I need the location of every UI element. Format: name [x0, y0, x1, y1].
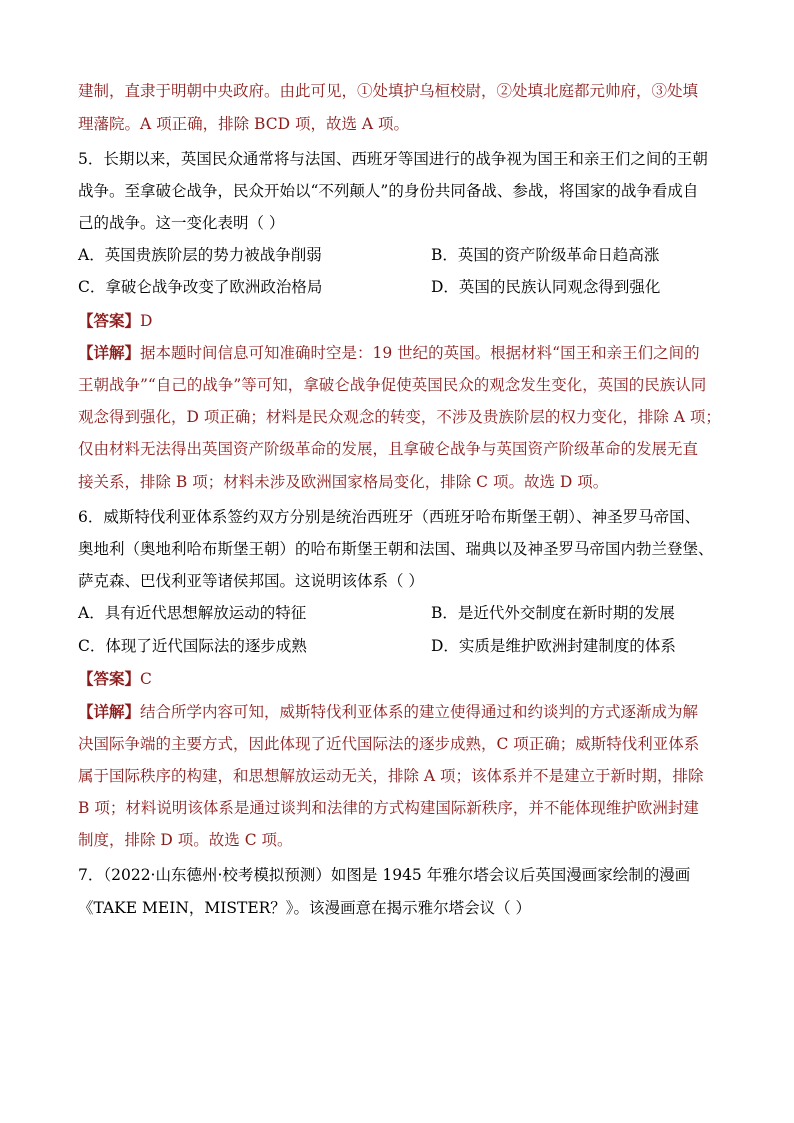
q4-detail-line-2: 理藩院。A 项正确，排除 BCD 项，故选 A 项。	[78, 115, 409, 133]
q6-detail-line-5: 制度，排除 D 项。故选 C 项。	[78, 831, 293, 849]
q6-stem-line-2: 奥地利（奥地利哈布斯堡王朝）的哈布斯堡王朝和法国、瑞典以及神圣罗马帝国内勃兰登堡、	[78, 540, 714, 558]
q5-detail-line-5: 接关系，排除 B 项；材料未涉及欧洲国家格局变化，排除 C 项。故选 D 项。	[78, 473, 609, 491]
q6-options-row-2	[78, 636, 676, 656]
answer-label: 【答案】	[78, 311, 141, 330]
q5-detail-line-2: 王朝战争”“自己的战争”等可知，拿破仑战争促使英国民众的观念发生变化，英国的民族认同	[78, 376, 707, 394]
q5-options-row-2	[78, 277, 661, 297]
q5-stem-line-2: 战争。至拿破仑战争，民众开始以“不列颠人”的身份共同备战、参战，将国家的战争看成自	[78, 182, 699, 200]
q6-option-d: D．实质是维护欧洲封建制度的体系	[431, 637, 676, 655]
q5-options-row-1	[78, 245, 660, 265]
q5-stem-line-3: 己的战争。这一变化表明（ ）	[78, 214, 285, 232]
q5-answer	[78, 311, 152, 331]
q5-option-b: B．英国的资产阶级革命日趋高涨	[431, 246, 660, 264]
q5-answer-value: D	[140, 312, 153, 330]
q5-stem-line-1: 5．长期以来，英国民众通常将与法国、西班牙等国进行的战争视为国王和亲王们之间的王朝	[78, 150, 708, 168]
q6-stem-line-1: 6．威斯特伐利亚体系签约双方分别是统治西班牙（西班牙哈布斯堡王朝）、神圣罗马帝国、	[78, 508, 701, 526]
detail-label: 【详解】	[78, 343, 141, 362]
q6-stem-line-3: 萨克森、巴伐利亚等诸侯邦国。这说明该体系（ ）	[78, 572, 424, 590]
q6-option-a: A．具有近代思想解放运动的特征	[78, 604, 307, 622]
q6-option-c: C．体现了近代国际法的逐步成熟	[78, 637, 307, 655]
q6-detail-line-2: 决国际争端的主要方式，因此体现了近代国际法的逐步成熟，C 项正确；威斯特伐利亚体系	[78, 735, 700, 753]
q7-stem-line-2: 《TAKE MEIN，MISTER？》。该漫画意在揭示雅尔塔会议（ ）	[78, 899, 531, 917]
q6-option-b: B．是近代外交制度在新时期的发展	[431, 604, 675, 622]
q6-answer	[78, 669, 152, 689]
q7-stem-line-1: 7．（2022·山东德州·校考模拟预测）如图是 1945 年雅尔塔会议后英国漫画家绘制的漫画	[78, 866, 691, 884]
detail-label: 【详解】	[78, 702, 141, 721]
q6-detail-line-1: 【详解】结合所学内容可知，威斯特伐利亚体系的建立使得通过和约谈判的方式逐渐成为解	[78, 702, 699, 721]
q5-option-a: A．英国贵族阶层的势力被战争削弱	[78, 246, 322, 264]
q5-detail-line-4: 仅由材料无法得出英国资产阶级革命的发展，且拿破仑战争与英国资产阶级革命的发展无直	[78, 440, 699, 458]
q6-answer-value: C	[140, 670, 152, 688]
q6-detail-line-4: B 项；材料说明该体系是通过谈判和法律的方式构建国际新秩序，并不能体现维护欧洲封建	[78, 799, 699, 817]
q4-detail-line-1: 建制，直隶于明朝中央政府。由此可见，①处填护乌桓校尉，②处填北庭都元帅府，③处填	[78, 82, 699, 100]
q5-detail-line-1: 【详解】据本题时间信息可知准确时空是：19 世纪的英国。根据材料“国王和亲王们之间的	[78, 343, 700, 362]
q5-option-c: C．拿破仑战争改变了欧洲政治格局	[78, 278, 323, 296]
q6-detail-line-3: 属于国际秩序的构建，和思想解放运动无关，排除 A 项；该体系并不是建立于新时期，排除	[78, 767, 704, 785]
q6-options-row-1	[78, 603, 675, 623]
answer-label: 【答案】	[78, 669, 141, 688]
q5-detail-line-3: 观念得到强化，D 项正确；材料是民众观念的转变，不涉及贵族阶层的权力变化，排除 A 项；	[78, 408, 721, 426]
q5-option-d: D．英国的民族认同观念得到强化	[431, 278, 661, 296]
